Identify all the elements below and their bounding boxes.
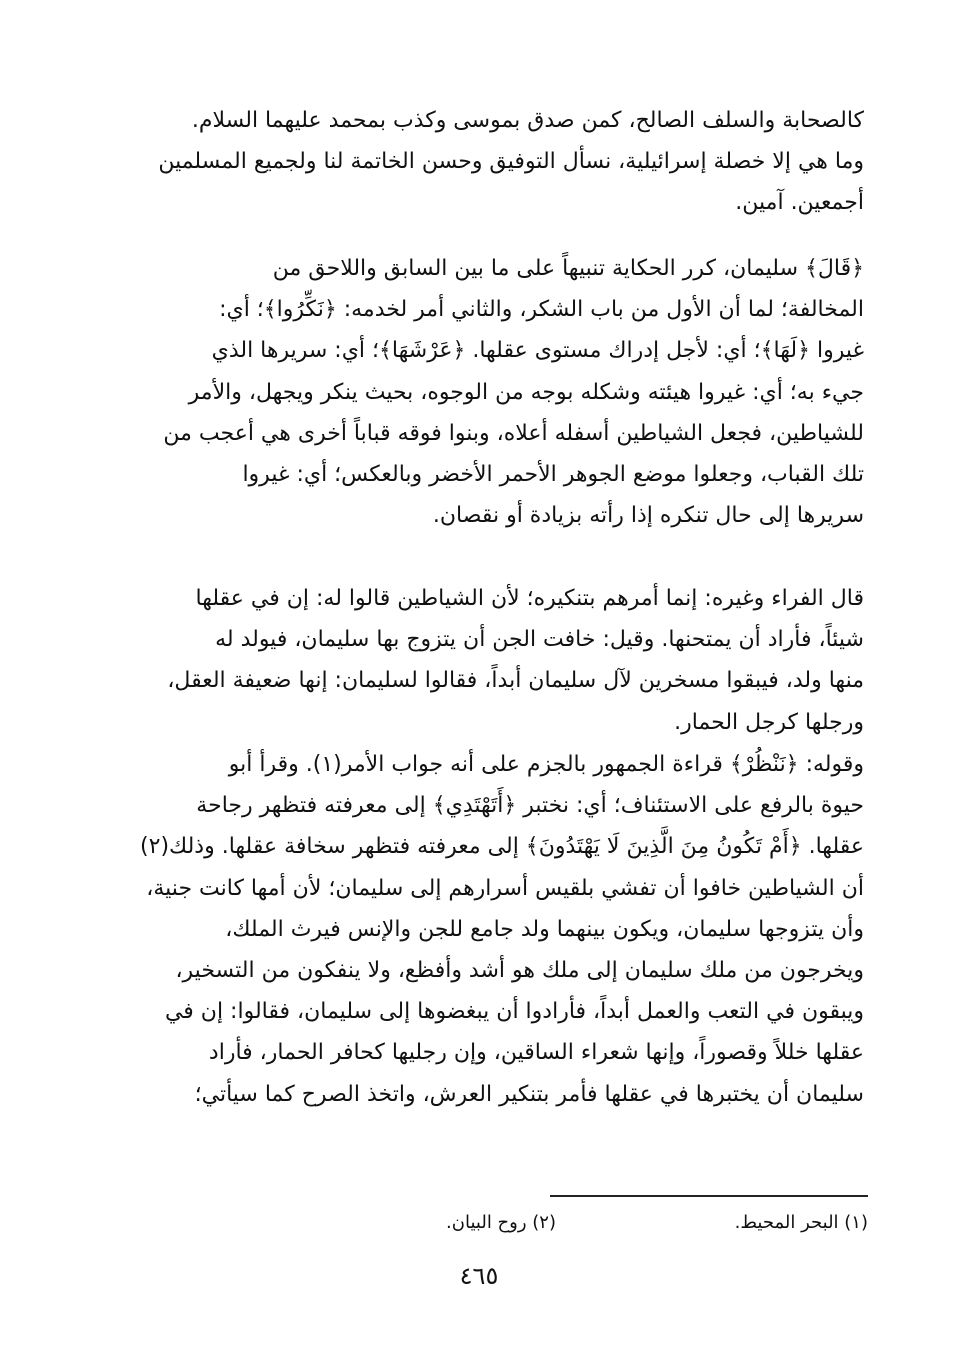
text-line: عقلها. ﴿أَمْ تَكُونُ مِنَ الَّذِينَ لَا يَهْتَدُونَ﴾ إلى معرفته فتظهر سخافة عقلها. وذلك(٢) — [140, 834, 864, 860]
text-line: ويخرجون من ملك سليمان إلى ملك هو أشد وأفظع، ولا ينفكون من التسخير، — [175, 958, 864, 984]
text-line: عقلها خللاً وقصوراً، وإنها شعراء الساقين، وإن رجليها كحافر الحمار، فأراد — [208, 1040, 864, 1066]
text-line: تلك القباب، وجعلوا موضع الجوهر الأحمر الأخضر وبالعكس؛ أي: غيروا — [242, 462, 864, 488]
text-line: غيروا ﴿لَهَا﴾؛ أي: لأجل إدراك مستوى عقلها. ﴿عَرْشَهَا﴾؛ أي: سريرها الذي — [211, 338, 864, 364]
text-line: جيء به؛ أي: غيروا هيئته وشكله بوجه من الوجوه، بحيث ينكر ويجهل، والأمر — [188, 379, 864, 405]
text-line: منها ولد، فيبقوا مسخرين لآل سليمان أبداً، فقالوا لسليمان: إنها ضعيفة العقل، — [167, 668, 864, 694]
text-line: المخالفة؛ لما أن الأول من باب الشكر، والثاني أمر لخدمه: ﴿نَكِّرُوا﴾؛ أي: — [219, 297, 864, 323]
paragraph-3 — [96, 578, 864, 743]
text-line: ويبقون في التعب والعمل أبداً، فأرادوا أن يبغضوها إلى سليمان، فقالوا: إن في — [164, 999, 864, 1025]
text-line: شيئاً، فأراد أن يمتحنها. وقيل: خافت الجن أن يتزوج بها سليمان، فيولد له — [215, 627, 864, 653]
text-line: أجمعين. آمين. — [735, 190, 864, 216]
footnote-2: (٢) روح البيان. — [446, 1212, 556, 1233]
paragraph-4 — [96, 744, 864, 1115]
footnote-divider — [550, 1195, 868, 1197]
text-line: وقوله: ﴿نَنْظُرْ﴾ قراءة الجمهور بالجزم على أنه جواب الأمر(١). وقرأ أبو — [228, 752, 864, 777]
paragraph-2 — [96, 248, 864, 536]
text-line: وأن يتزوجها سليمان، ويكون بينهما ولد جامع للجن والإنس فيرث الملك، — [225, 916, 864, 942]
text-line: كالصحابة والسلف الصالح، كمن صدق بموسى وكذب بمحمد عليهما السلام. — [191, 108, 864, 133]
text-line: وما هي إلا خصلة إسرائيلية، نسأل التوفيق وحسن الخاتمة لنا ولجميع المسلمين — [158, 149, 864, 175]
text-line: أن الشياطين خافوا أن تفشي بلقيس أسرارهم إلى سليمان؛ لأن أمها كانت جنية، — [146, 875, 864, 901]
text-line: للشياطين، فجعل الشياطين أسفله أعلاه، وبنوا فوقه قباباً أخرى هي أعجب من — [163, 420, 864, 446]
text-line: حيوة بالرفع على الاستئناف؛ أي: نختبر ﴿أَتَهْتَدِي﴾ إلى معرفته فتظهر رجاحة — [196, 793, 864, 819]
text-line: سليمان أن يختبرها في عقلها فأمر بتنكير العرش، واتخذ الصرح كما سيأتي؛ — [194, 1081, 864, 1107]
footnote-1: (١) البحر المحيط. — [734, 1212, 868, 1233]
text-line: سريرها إلى حال تنكره إذا رأته بزيادة أو نقصان. — [432, 503, 864, 529]
text-line: ﴿قَالَ﴾ سليمان، كرر الحكاية تنبيهاً على ما بين السابق واللاحق من — [272, 256, 864, 281]
text-line: قال الفراء وغيره: إنما أمرهم بتنكيره؛ لأن الشياطين قالوا له: إن في عقلها — [195, 586, 864, 611]
page-number: ٤٦٥ — [459, 1262, 499, 1290]
paragraph-1 — [96, 100, 864, 224]
text-line: ورجلها كرجل الحمار. — [674, 709, 864, 735]
